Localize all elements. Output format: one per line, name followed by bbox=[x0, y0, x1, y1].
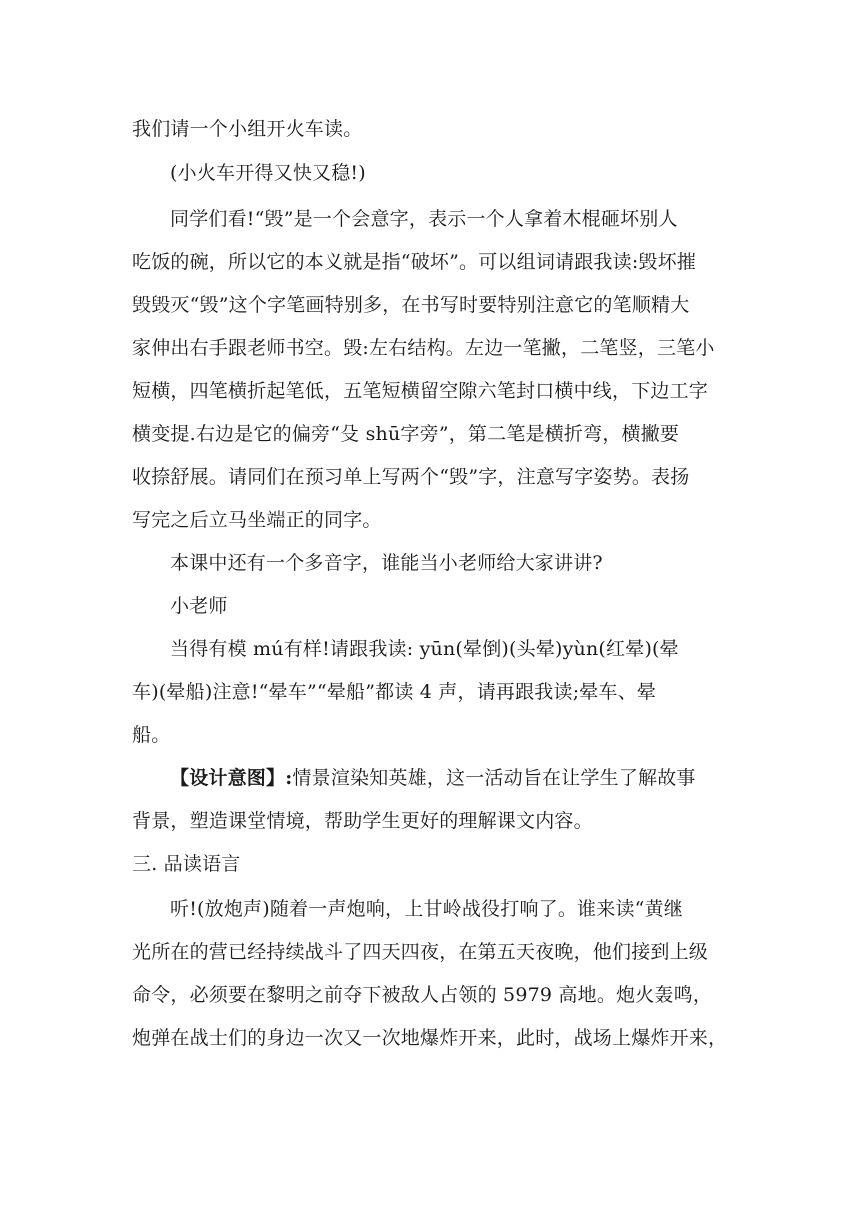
paragraph-line: 写完之后立马坐端正的同字。 bbox=[132, 509, 382, 531]
paragraph-line: 收捺舒展。请同们在预习单上写两个“毁”字，注意写字姿势。表扬 bbox=[132, 466, 690, 488]
paragraph-line: 听!(放炮声)随着一声炮响，上甘岭战役打响了。谁来读“黄继 bbox=[170, 898, 683, 920]
paragraph-line: 吃饭的碗，所以它的本义就是指“破坏”。可以组词请跟我读:毁坏摧 bbox=[132, 251, 697, 273]
paragraph-line: 短横，四笔横折起笔低，五笔短横留空隙六笔封口横中线，下边工字 bbox=[132, 380, 709, 402]
paragraph-line: 本课中还有一个多音字，谁能当小老师给大家讲讲? bbox=[170, 552, 603, 574]
paragraph-line: 炮弹在战士们的身边一次又一次地爆炸开来，此时，战场上爆炸开来， bbox=[132, 1027, 728, 1049]
paragraph-line: 命令，必须要在黎明之前夺下被敌人占领的 5979 高地。炮火轰鸣， bbox=[132, 984, 713, 1006]
design-intent-label: 【设计意图】: bbox=[170, 767, 293, 789]
paragraph-line: 当得有模 mú有样!请跟我读: yūn(晕倒)(头晕)yùn(红晕)(晕 bbox=[170, 638, 679, 660]
paragraph-line: 我们请一个小组开火车读。 bbox=[132, 118, 363, 140]
paragraph-line: (小火车开得又快又稳!) bbox=[170, 162, 366, 184]
paragraph-line: 船。 bbox=[132, 724, 171, 746]
paragraph-line: 背景，塑造课堂情境，帮助学生更好的理解课文内容。 bbox=[132, 810, 593, 832]
design-intent-line bbox=[170, 765, 770, 791]
paragraph-line: 光所在的营已经持续战斗了四天四夜，在第五天夜晚，他们接到上级 bbox=[132, 941, 709, 963]
paragraph-line: 横变提.右边是它的偏旁“殳 shū字旁”，第二笔是横折弯，横撇要 bbox=[132, 423, 680, 445]
section-heading: 三. 品读语言 bbox=[132, 853, 241, 875]
paragraph-line: 家伸出右手跟老师书空。毁:左右结构。左边一笔撇，二笔竖，三笔小 bbox=[132, 337, 715, 359]
design-intent-text: 情景渲染知英雄，这一活动旨在让学生了解故事 bbox=[292, 767, 696, 789]
paragraph-line: 车)(晕船)注意!“晕车”“晕船”都读 4 声，请再跟我读;晕车、晕 bbox=[132, 681, 657, 703]
paragraph-line: 小老师 bbox=[170, 595, 228, 617]
paragraph-line: 毁毁灭“毁”这个字笔画特别多，在书写时要特别注意它的笔顺精大 bbox=[132, 294, 690, 316]
paragraph-line: 同学们看!“毁”是一个会意字，表示一个人拿着木棍砸坏别人 bbox=[170, 208, 678, 230]
